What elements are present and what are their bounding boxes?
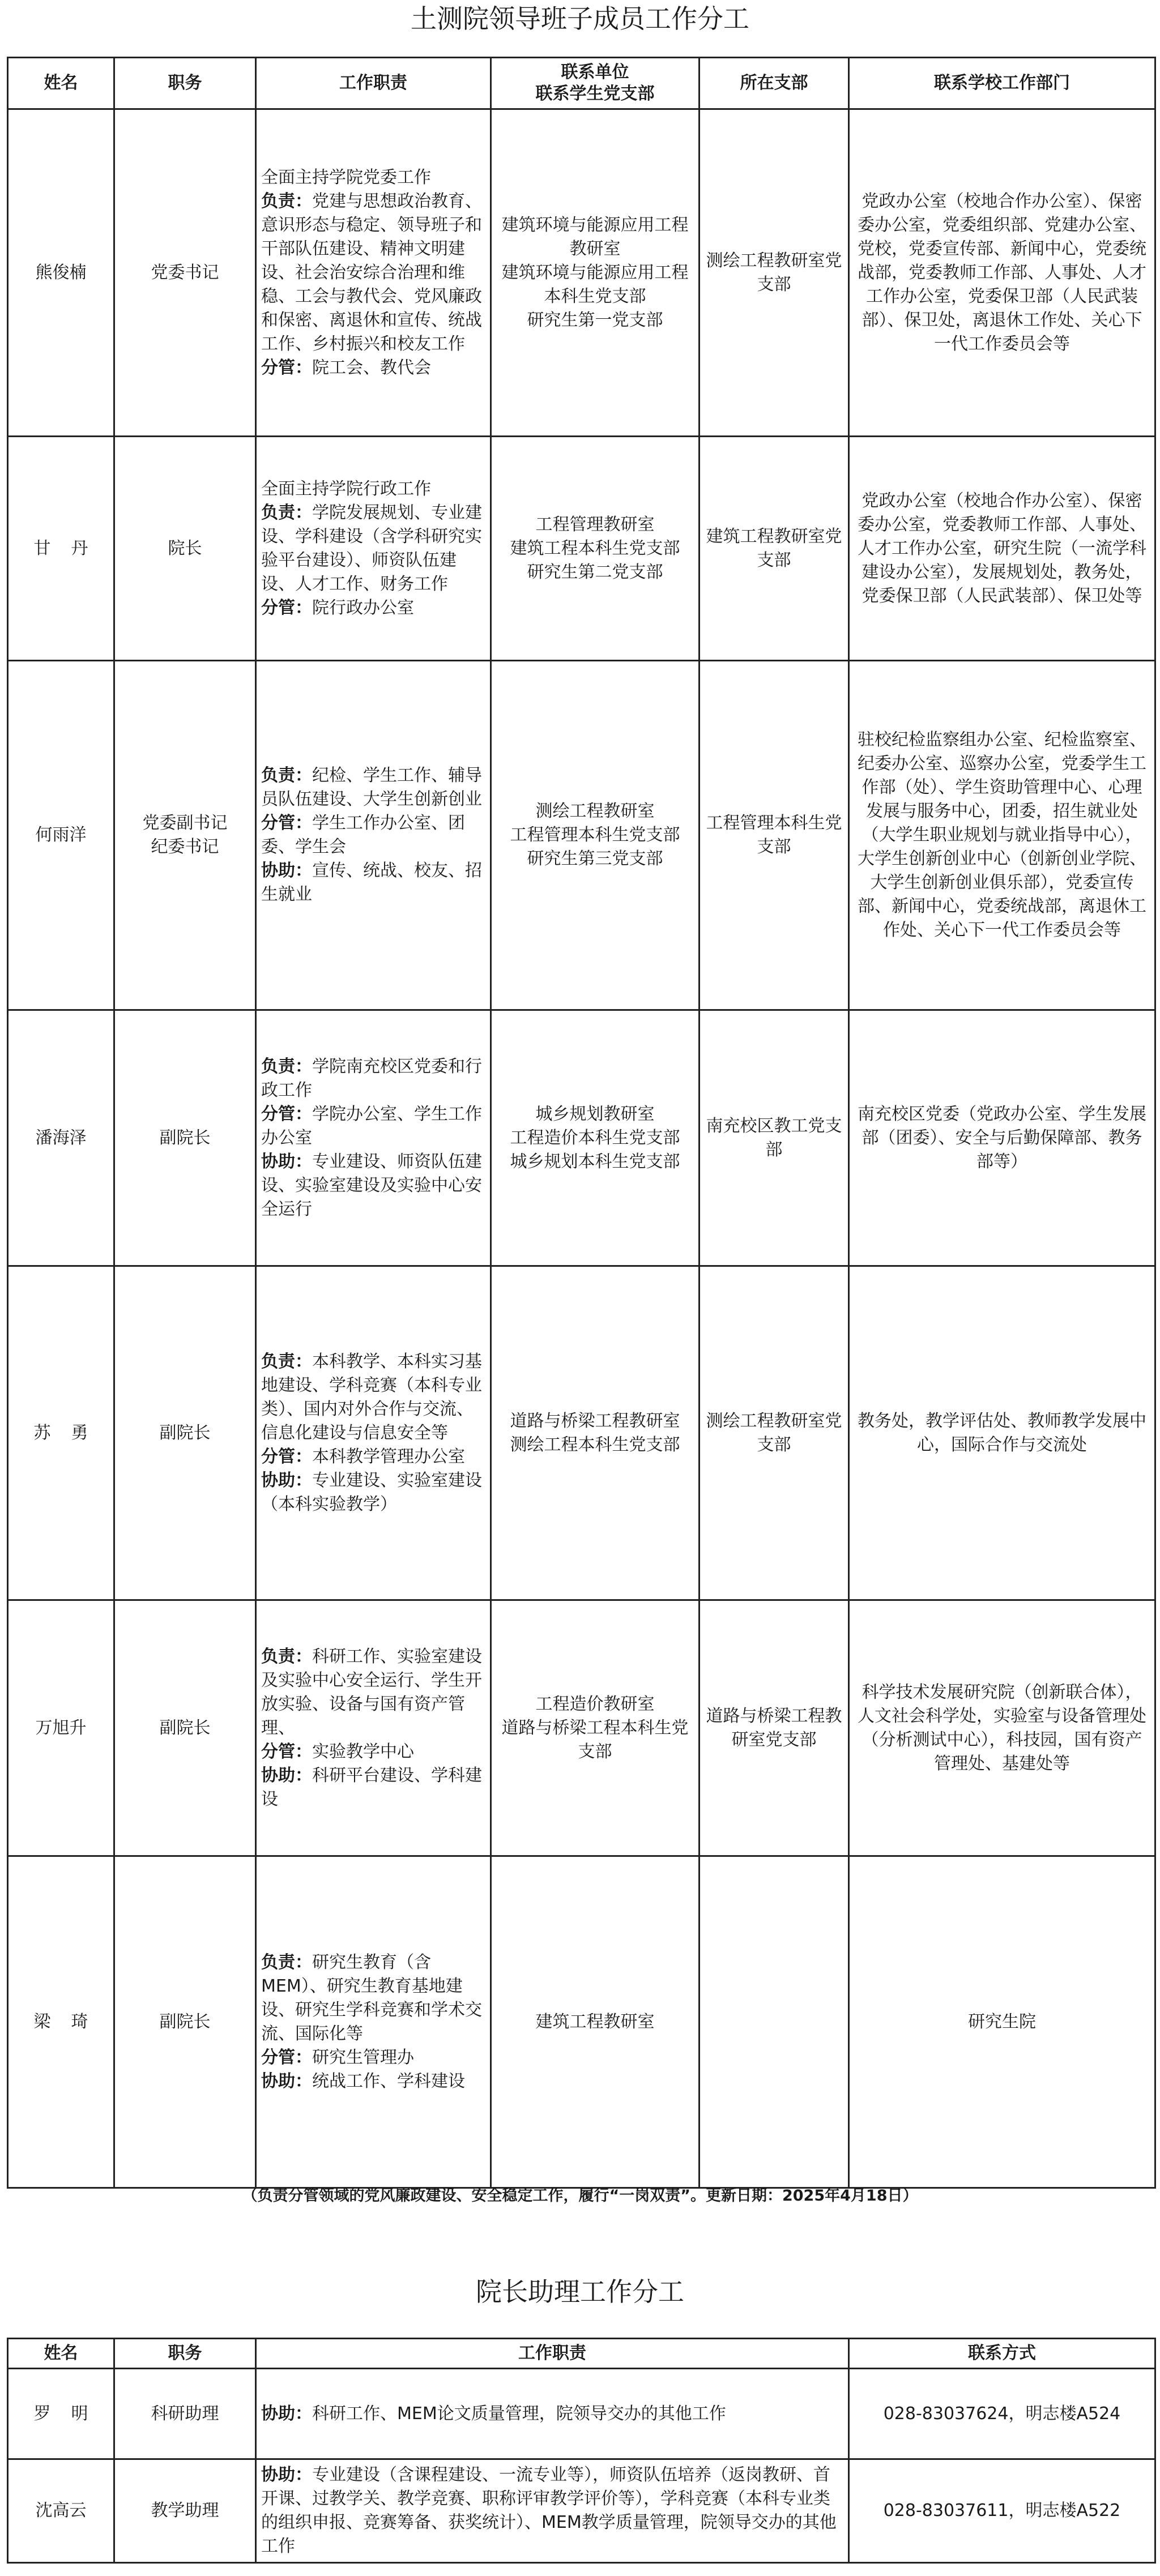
leader-position: [114, 1600, 256, 1856]
school-departments: 南充校区党委（党政办公室、学生发展部（团委）、安全与后勤保障部、教务部等）: [849, 1010, 1155, 1266]
leader-duties: [256, 1856, 491, 2188]
duty-key: 负责：: [261, 1056, 312, 1076]
duty-key: 协助：: [261, 1470, 312, 1490]
duty-line: 负责：学院南充校区党委和行政工作: [261, 1056, 482, 1100]
header-contact-unit: [491, 58, 700, 109]
table-header-row: [8, 58, 1155, 109]
contact-unit-line: 研究生第二党支部: [527, 562, 663, 582]
duty-line: 负责：学院发展规划、专业建设、学科建设（含学科研究实验平台建设）、师资队伍建设、人才工作、财务工作: [261, 502, 482, 594]
assistant-name-cell: [8, 2459, 114, 2563]
contact-unit-line: 工程管理教研室: [535, 514, 655, 535]
duty-line: 协助：宣传、统战、校友、招生就业: [261, 861, 482, 904]
party-branch: 测绘工程教研室党支部: [700, 1266, 849, 1600]
position-line: 党委副书记: [142, 813, 228, 833]
duty-key: 分管：: [261, 357, 312, 378]
leader-duties: [256, 109, 491, 437]
school-departments: 研究生院: [849, 1856, 1155, 2188]
leader-position: [114, 1010, 256, 1266]
leader-name-cell: [8, 661, 114, 1010]
contact-unit: [491, 437, 700, 661]
duty-key: 负责：: [261, 502, 312, 523]
contact-unit: [491, 1266, 700, 1600]
duty-key: 协助：: [261, 1765, 312, 1785]
duty-key: 负责：: [261, 1351, 312, 1372]
leader-position: [114, 1266, 256, 1600]
header-contact-unit-line1: 联系单位: [561, 62, 629, 82]
header-contact: 联系方式: [849, 2339, 1155, 2369]
position-line: 党委书记: [151, 262, 219, 283]
duty-key: 负责：: [261, 766, 312, 785]
duty-line: 协助：科研平台建设、学科建设: [261, 1765, 482, 1809]
duty-line: 分管：研究生管理办: [261, 2047, 414, 2067]
assistant-duties: [256, 2369, 849, 2459]
leader-name-cell: [8, 1266, 114, 1600]
leader-name: 梁琦: [33, 2011, 109, 2032]
contact-unit-line: 建筑环境与能源应用工程本科生党支部: [501, 262, 689, 306]
leader-position: [114, 109, 256, 437]
position-line: 副院长: [159, 1127, 211, 1148]
duty-line: 分管：学院办公室、学生工作办公室: [261, 1104, 482, 1148]
duty-key: 分管：: [261, 1104, 312, 1124]
contact-unit-line: 城乡规划本科生党支部: [510, 1151, 680, 1172]
contact-unit-line: 研究生第三党支部: [527, 849, 663, 869]
position-line: 副院长: [159, 1422, 211, 1443]
duty-key: 协助：: [261, 1151, 312, 1172]
leader-name-cell: [8, 1010, 114, 1266]
table-row: [8, 2369, 1155, 2459]
leader-duties: [256, 1266, 491, 1600]
contact-unit: [491, 109, 700, 437]
duty-key: 负责：: [261, 191, 312, 211]
leader-name: 甘丹: [33, 538, 109, 558]
position-line: 副院长: [159, 2011, 211, 2032]
assistant-duties: [256, 2459, 849, 2563]
leader-name-cell: [8, 109, 114, 437]
contact-unit-line: 建筑环境与能源应用工程教研室: [501, 215, 689, 259]
contact-unit-line: 测绘工程教研室: [535, 801, 655, 821]
header-name: 姓名: [8, 2339, 114, 2369]
duty-line: 分管：院工会、教代会: [261, 357, 431, 378]
party-branch: 测绘工程教研室党支部: [700, 109, 849, 437]
leader-name: 苏勇: [33, 1422, 109, 1443]
assistants-table: [7, 2338, 1156, 2564]
party-branch: [700, 1856, 849, 2188]
assistant-position: 科研助理: [114, 2369, 256, 2459]
contact-unit-line: 研究生第一党支部: [527, 310, 663, 330]
duty-line: 全面主持学院行政工作: [261, 479, 431, 499]
leader-position: [114, 437, 256, 661]
duty-key: 协助：: [261, 861, 312, 881]
header-school-depts: 联系学校工作部门: [849, 58, 1155, 109]
table-row: [8, 661, 1155, 1010]
table-row: [8, 109, 1155, 437]
duty-key: 分管：: [261, 597, 312, 618]
contact-unit-line: 建筑工程本科生党支部: [510, 538, 680, 558]
leader-name-cell: [8, 437, 114, 661]
duty-key: 协助：: [261, 2403, 312, 2424]
contact-unit: [491, 1010, 700, 1266]
duty-line: 全面主持学院党委工作: [261, 167, 431, 187]
leader-position: [114, 1856, 256, 2188]
header-duties: 工作职责: [256, 2339, 849, 2369]
section-title: 院长助理工作分工: [476, 2276, 684, 2307]
leader-duties: [256, 1010, 491, 1266]
school-departments: 驻校纪检监察组办公室、纪检监察室、纪委办公室、巡察办公室，党委学生工作部（处）、学生资助管理中心、心理发展与服务中心，团委，招生就业处（大学生职业规划与就业指导中心），大学生创新创业中心（创新创业学院、大学生创新创业俱乐部），党委宣传部、新闻中心，党委统战部，离退休工作处、关心下一代工作委员会等: [849, 661, 1155, 1010]
school-departments: 党政办公室（校地合作办公室）、保密委办公室，党委教师工作部、人事处、人才工作办公室，研究生院（一流学科建设办公室），发展规划处，教务处，党委保卫部（人民武装部）、保卫处等: [849, 437, 1155, 661]
duty-key: 分管：: [261, 1446, 312, 1467]
header-duties: 工作职责: [256, 58, 491, 109]
table-row: [8, 2459, 1155, 2563]
duty-text: 专业建设（含课程建设、一流专业等），师资队伍培养（返岗教研、首开课、过教学关、教学竞赛、职称评审教学评价等），学科竞赛（本科专业类的组织申报、竞赛筹备、获奖统计）、MEM教学质量管理，院领导交办的其他工作: [261, 2465, 837, 2556]
position-line: 院长: [168, 538, 202, 558]
assistant-name: 沈高云: [35, 2501, 87, 2521]
contact-unit: [491, 1600, 700, 1856]
duty-line: 负责：科研工作、实验室建设及实验中心安全运行、学生开放实验、设备与国有资产管理、: [261, 1646, 482, 1738]
duty-key: 分管：: [261, 2047, 312, 2067]
contact-unit-line: 城乡规划教研室: [535, 1104, 655, 1124]
assistant-contact: 028-83037611，明志楼A522: [849, 2459, 1155, 2563]
duty-key: 负责：: [261, 1646, 312, 1667]
leader-name: 万旭升: [35, 1718, 87, 1738]
duty-line: 分管：实验教学中心: [261, 1741, 414, 1762]
school-departments: 党政办公室（校地合作办公室）、保密委办公室，党委组织部、党建办公室、党校，党委宣传部、新闻中心，党委统战部，党委教师工作部、人事处、人才工作办公室，党委保卫部（人民武装部）、保卫处，离退休工作处、关心下一代工作委员会等: [849, 109, 1155, 437]
position-line: 副院长: [159, 1718, 211, 1738]
duty-line: 分管：院行政办公室: [261, 597, 414, 618]
contact-unit-line: 工程造价本科生党支部: [510, 1127, 680, 1148]
table-row: [8, 437, 1155, 661]
table-header-row: [8, 2339, 1155, 2369]
duty-key: 分管：: [261, 813, 312, 833]
assistant-name: 罗明: [33, 2403, 109, 2424]
contact-unit-line: 工程造价教研室: [535, 1694, 655, 1714]
duty-line: 负责：研究生教育（含MEM）、研究生教育基地建设、研究生学科竞赛和学术交流、国际化等: [261, 1952, 482, 2044]
duty-key: 分管：: [261, 1741, 312, 1762]
assistant-name-cell: [8, 2369, 114, 2459]
leader-name-cell: [8, 1600, 114, 1856]
footnote: （负责分管领域的党风廉政建设、安全稳定工作，履行“一岗双责”。更新日期：2025年4月18日）: [242, 2187, 918, 2205]
duty-line: 负责：本科教学、本科实习基地建设、学科竞赛（本科专业类）、国内对外合作与交流、信息化建设与信息安全等: [261, 1351, 482, 1443]
duty-line: 协助：专业建设、实验室建设（本科实验教学）: [261, 1470, 482, 1514]
leader-position: [114, 661, 256, 1010]
assistant-contact: 028-83037624，明志楼A524: [849, 2369, 1155, 2459]
position-line: 纪委书记: [151, 837, 219, 857]
duty-key: 协助：: [261, 2465, 312, 2485]
header-position: 职务: [114, 2339, 256, 2369]
party-branch: 工程管理本科生党支部: [700, 661, 849, 1010]
contact-unit-line: 建筑工程教研室: [535, 2011, 655, 2032]
contact-unit: [491, 661, 700, 1010]
header-branch: 所在支部: [700, 58, 849, 109]
duty-line: 协助：统战工作、学科建设: [261, 2071, 465, 2091]
party-branch: 建筑工程教研室党支部: [700, 437, 849, 661]
leader-name-cell: [8, 1856, 114, 2188]
party-branch: 南充校区教工党支部: [700, 1010, 849, 1266]
school-departments: 教务处，教学评估处、教师教学发展中心，国际合作与交流处: [849, 1266, 1155, 1600]
assistants-table-body: [8, 2369, 1155, 2563]
assistant-position: 教学助理: [114, 2459, 256, 2563]
leader-duties: [256, 661, 491, 1010]
leadership-table: [7, 57, 1156, 2189]
leader-name: 熊俊楠: [35, 262, 87, 283]
header-position: 职务: [114, 58, 256, 109]
contact-unit-line: 测绘工程本科生党支部: [510, 1434, 680, 1455]
duty-text: 科研工作、MEM论文质量管理，院领导交办的其他工作: [312, 2403, 726, 2424]
duty-line: 负责：党建与思想政治教育、意识形态与稳定、领导班子和干部队伍建设、精神文明建设、社会治安综合治理和维稳、工会与教代会、党风廉政和保密、离退休和宣传、统战工作、乡村振兴和校友工作: [261, 191, 482, 354]
leader-name: 何雨洋: [35, 825, 87, 845]
leadership-table-body: [8, 109, 1155, 2188]
contact-unit-line: 道路与桥梁工程教研室: [510, 1411, 680, 1431]
duty-line: 分管：本科教学管理办公室: [261, 1446, 465, 1467]
party-branch: 道路与桥梁工程教研室党支部: [700, 1600, 849, 1856]
school-departments: 科学技术发展研究院（创新联合体），人文社会科学处，实验室与设备管理处（分析测试中心），科技园，国有资产管理处、基建处等: [849, 1600, 1155, 1856]
duty-key: 负责：: [261, 1952, 312, 1972]
header-contact-unit-line2: 联系学生党支部: [535, 84, 655, 104]
table-row: [8, 1010, 1155, 1266]
contact-unit-line: 工程管理本科生党支部: [510, 825, 680, 845]
leader-name: 潘海泽: [35, 1127, 87, 1148]
table-row: [8, 1266, 1155, 1600]
leader-duties: [256, 437, 491, 661]
duty-line: 分管：学生工作办公室、团委、学生会: [261, 813, 465, 857]
leader-duties: [256, 1600, 491, 1856]
duty-line: 协助：专业建设、师资队伍建设、实验室建设及实验中心安全运行: [261, 1151, 482, 1219]
page-title: 土测院领导班子成员工作分工: [411, 3, 749, 34]
duty-key: 协助：: [261, 2071, 312, 2091]
contact-unit-line: 道路与桥梁工程本科生党支部: [501, 1718, 689, 1762]
table-row: [8, 1600, 1155, 1856]
header-name: 姓名: [8, 58, 114, 109]
duty-line: 负责：纪检、学生工作、辅导员队伍建设、大学生创新创业: [261, 766, 482, 809]
contact-unit: [491, 1856, 700, 2188]
table-row: [8, 1856, 1155, 2188]
